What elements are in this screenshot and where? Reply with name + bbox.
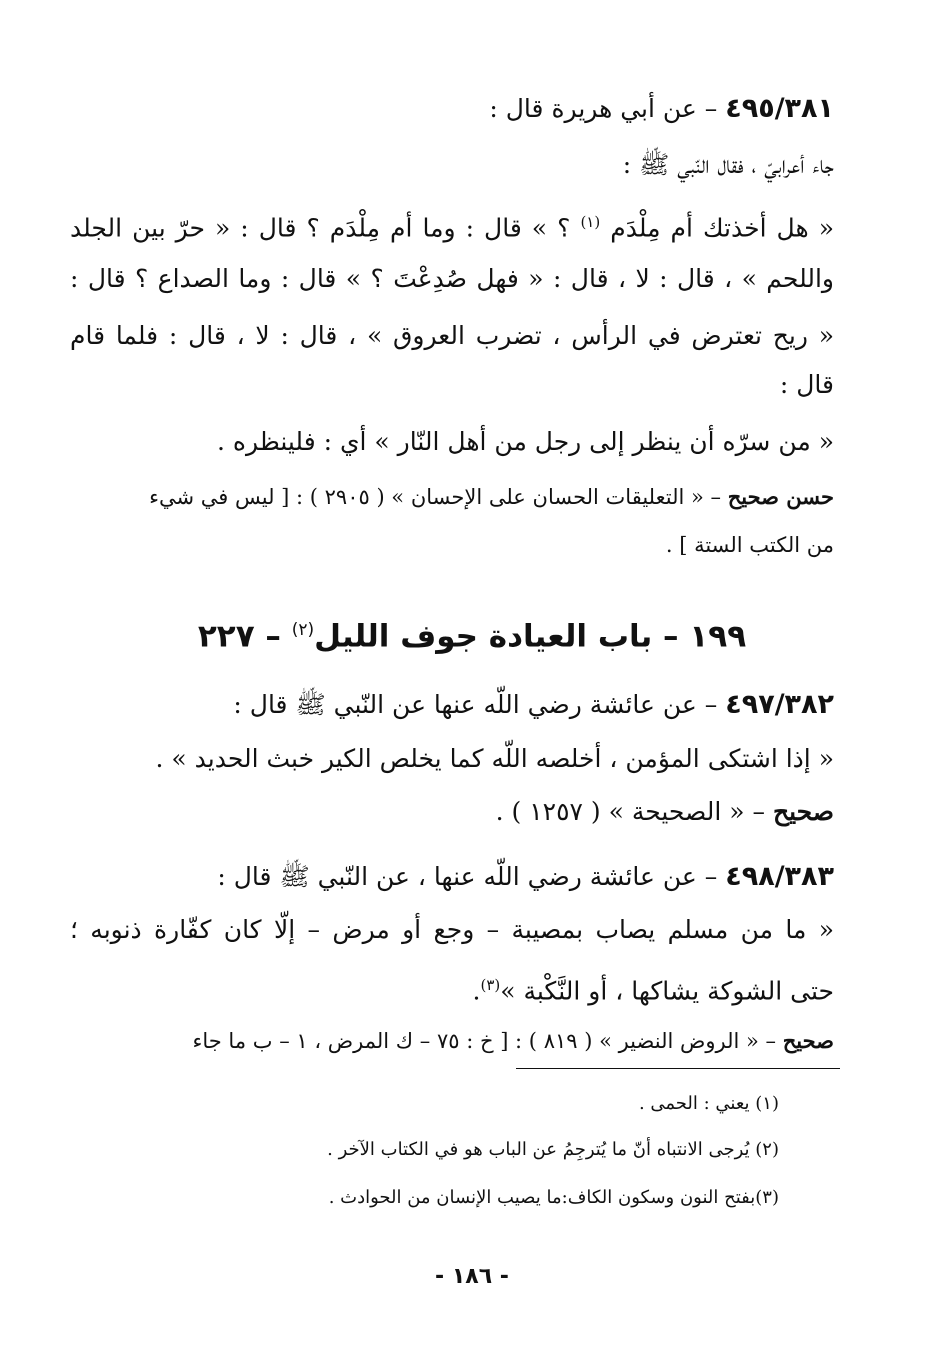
hadith-383-narrator: – عن عائشة رضي اللّه عنها ، عن النّبي ﷺ قال :	[217, 862, 718, 891]
hadith-381-number: ٤٩٥/٣٨١	[725, 93, 834, 124]
hadith-381-line-6: قال :	[779, 370, 834, 399]
hadith-381-line-7: « من سرّه أن ينظر إلى رجل من أهل النّار » أي : فلينظره .	[217, 427, 834, 456]
hadith-383-number: ٤٩٨/٣٨٣	[725, 861, 834, 892]
footnote-separator	[516, 1068, 840, 1069]
hadith-381-text-a: « هل أخذتك أم مِلْدَم	[610, 213, 834, 243]
hadith-382-line-1	[70, 688, 834, 728]
hadith-381-line-1	[70, 92, 834, 132]
hadith-382-grade-line	[70, 795, 834, 835]
hadith-381-line-3	[70, 0, 836, 40]
hadith-383-grade: صحيح	[782, 1028, 834, 1053]
footnote-ref-1: (١)	[580, 213, 601, 231]
hadith-381-line-2: جاء أعرابيّ ، فقال النّبي ﷺ :	[622, 150, 834, 179]
hadith-382-line-2: « إذا اشتكى المؤمن ، أخلصه اللّه كما يخلص الكير خبث الحديد » .	[155, 744, 834, 773]
hadith-381-line-5: « ريح تعترض في الرأس ، تضرب العروق » ، قال : لا ، قال : فلما قام	[70, 321, 835, 350]
hadith-381-grade-line-2: من الكتب الستة ] .	[665, 533, 834, 557]
hadith-383-grade-line	[70, 1024, 834, 1064]
hadith-382-source: – « الصحيحة » ( ١٢٥٧ ) .	[495, 797, 765, 826]
hadith-381-grade-line	[70, 480, 834, 520]
hadith-381-grade: حسن صحيح	[727, 484, 834, 509]
hadith-381-line-4: واللحم » ، قال : لا ، قال : « فهل صُدِعْتَ ؟ » قال : وما الصداع ؟ قال :	[70, 264, 834, 293]
footnote-3: (٣)بفتح النون وسكون الكاف:ما يصيب الإنسان من الحوادث .	[328, 1187, 779, 1208]
hadith-383-source: – « الروض النضير » ( ٨١٩ ) : [ خ : ٧٥ – ك المرض ، ١ – ب ما جاء	[192, 1029, 777, 1053]
hadith-383-line-2: « ما من مسلم يصاب بمصيبة – وجع أو مرض – إلّا كان كفّارة ذنوبه ؛	[70, 915, 834, 944]
hadith-381-source: – « التعليقات الحسان على الإحسان » ( ٢٩٠٥ ) : [ ليس في شيء	[149, 485, 722, 509]
hadith-381-narrator: – عن أبي هريرة قال :	[489, 94, 718, 123]
chapter-title: ١٩٩ – باب العيادة جوف الليل	[314, 618, 747, 655]
footnote-1: (١) يعني : الحمى .	[638, 1093, 779, 1114]
hadith-382-number: ٤٩٧/٣٨٢	[725, 689, 834, 720]
hadith-383-line-3	[70, 968, 834, 1008]
footnote-ref-3: (٣)	[480, 976, 501, 994]
page-number: - ١٨٦ -	[435, 1264, 509, 1289]
hadith-383-text: حتى الشوكة يشاكها ، أو النَّكْبة »	[500, 976, 834, 1006]
footnote-ref-2: (٢)	[291, 620, 315, 640]
footnote-2: (٢) يُرجى الانتباه أنّ ما يُترجِمُ عن الباب هو في الكتاب الآخر .	[327, 1139, 779, 1160]
hadith-381-text-b: ؟ » قال : وما أم مِلْدَم ؟ قال : « حرّ بين الجلد	[70, 213, 571, 243]
hadith-381-line-3-text	[70, 205, 834, 245]
chapter-suffix: – ٢٢٧	[197, 618, 281, 655]
hadith-382-grade: صحيح	[772, 797, 834, 826]
hadith-383-line-1	[70, 860, 834, 900]
hadith-383-end: .	[472, 976, 481, 1006]
hadith-382-narrator: – عن عائشة رضي اللّه عنها عن النّبي ﷺ قال :	[233, 690, 718, 719]
chapter-heading	[70, 605, 874, 661]
